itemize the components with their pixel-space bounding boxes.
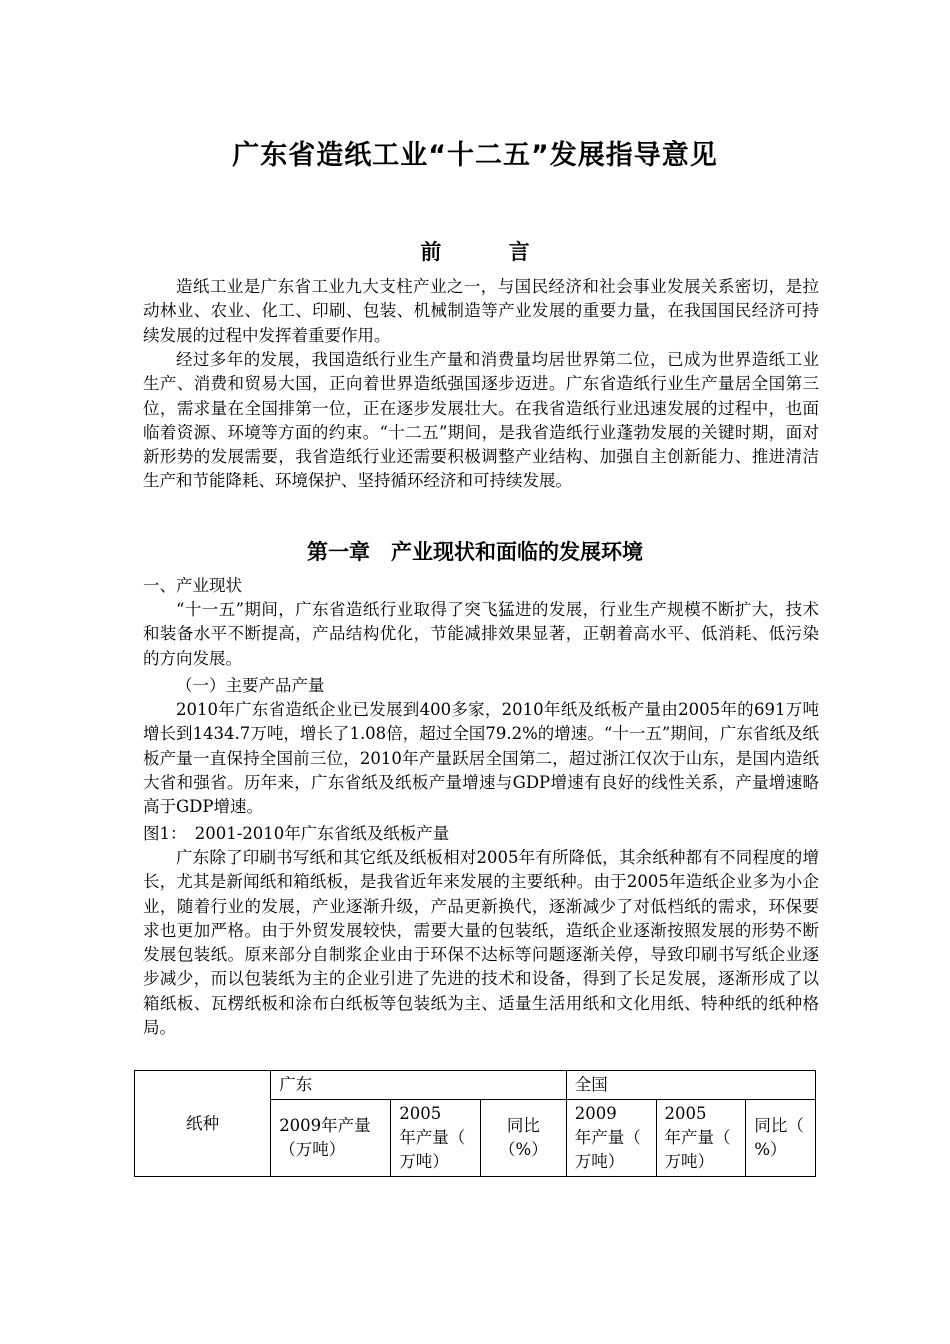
preface-paragraph-2: 经过多年的发展，我国造纸行业生产量和消费量均居世界第二位，已成为世界造纸工业生产、消费和贸易大国，正向着世界造纸强国逐步迈进。广东省造纸行业生产量居全国第三位，需求量在全国排第一位，正在逐步发展壮大。在我省造纸行业迅速发展的过程中，也面临着资源、环境等方面的约束。“十二五”期间，是我省造纸行业蓬勃发展的关键时期，面对新形势的发展需要，我省造纸行业还需要积极调整产业结构、加强自主创新能力、推进清洁生产和节能降耗、环境保护、坚持循环经济和可持续发展。 <box>143 350 819 491</box>
chapter-1-heading: 第一章 产业现状和面临的发展环境 <box>307 540 643 564</box>
header-paper-type: 纸种 <box>135 1071 271 1177</box>
subsection-1-paragraph: 2010年广东省造纸企业已发展到400多家，2010年纸及纸板产量由2005年的691万吨增长到1434.7万吨，增长了1.08倍，超过全国79.2%的增速。“十一五”期间，广东省纸及纸板产量一直保持全国前三位，2010年产量跃居全国第二，超过浙江仅次于山东，是国内造纸大省和强省。历年来，广东省纸及纸板产量增速与GDP增速有良好的线性关系，产量增速略高于GDP增速。 <box>143 700 819 817</box>
production-table <box>134 1070 821 1177</box>
header-cn-yoy: 同比（ %） <box>746 1100 816 1177</box>
preface-paragraph-1: 造纸工业是广东省工业九大支柱产业之一，与国民经济和社会事业发展关系密切，是拉动林业、农业、化工、印刷、包装、机械制造等产业发展的重要力量，在我国国民经济可持续发展的过程中发挥着重要作用。 <box>143 277 819 345</box>
header-gd-2009: 2009年产量（万吨） <box>271 1100 391 1177</box>
table-header-row <box>135 1071 816 1100</box>
header-cn-2005: 2005 年产量（ 万吨） <box>656 1100 746 1177</box>
after-figure-paragraph: 广东除了印刷书写纸和其它纸及纸板相对2005年有所降低，其余纸种都有不同程度的增长，尤其是新闻纸和箱纸板，是我省近年来发展的主要纸种。由于2005年造纸企业多为小企业，随着行业的发展，产业逐渐升级，产品更新换代，逐渐减少了对低档纸的需求，环保要求也更加严格。由于外贸发展较快，需要大量的包装纸，造纸企业逐渐按照发展的形势不断发展包装纸。原来部分自制浆企业由于环保不达标等问题逐渐关停，导致印刷书写纸企业逐步减少，而以包装纸为主的企业引进了先进的技术和设备，得到了长足发展，逐渐形成了以箱纸板、瓦楞纸板和涂布白纸板等包装纸为主、适量生活用纸和文化用纸、特种纸的纸种格局。 <box>143 848 819 1038</box>
section-1-heading: 一、产业现状 <box>143 576 242 595</box>
header-cn-2009: 2009 年产量（ 万吨） <box>566 1100 656 1177</box>
subsection-1-heading: （一）主要产品产量 <box>176 676 325 695</box>
preface-heading: 前 言 <box>420 240 530 264</box>
header-gd-2005: 2005 年产量（ 万吨） <box>391 1100 481 1177</box>
figure-1-caption: 图1： 2001-2010年广东省纸及纸板产量 <box>143 824 450 843</box>
document-title: 广东省造纸工业“十二五”发展指导意见 <box>232 140 718 171</box>
header-guangdong: 广东 <box>271 1071 567 1100</box>
header-gd-yoy: 同比（%） <box>481 1100 567 1177</box>
section-1-paragraph: “十一五”期间，广东省造纸行业取得了突飞猛进的发展，行业生产规模不断扩大，技术和装备水平不断提高，产品结构优化，节能减排效果显著，正朝着高水平、低消耗、低污染的方向发展。 <box>143 600 819 668</box>
header-national: 全国 <box>566 1071 815 1100</box>
